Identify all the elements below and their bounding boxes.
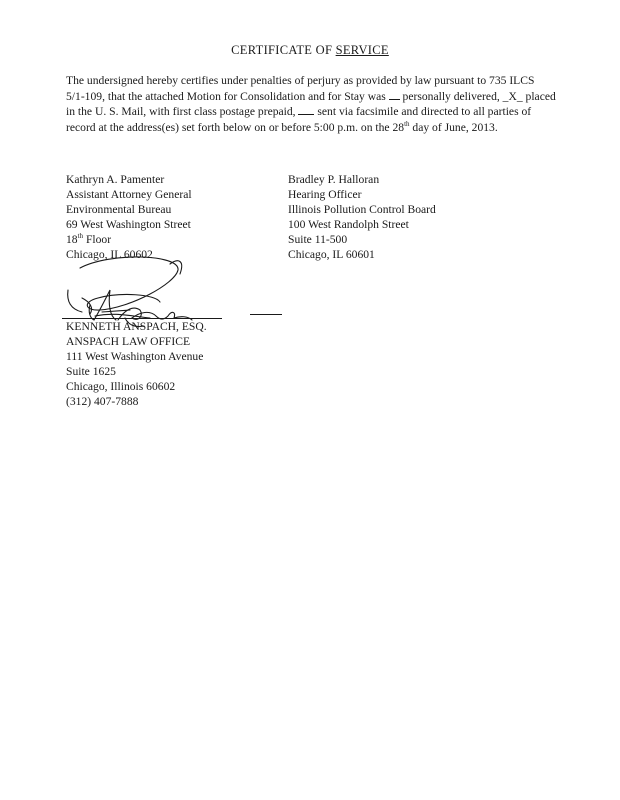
right-org: Illinois Pollution Control Board xyxy=(288,203,436,216)
left-bureau: Environmental Bureau xyxy=(66,203,172,216)
signer-block xyxy=(66,319,207,409)
title-text: CERTIFICATE OF xyxy=(231,43,336,57)
right-title: Hearing Officer xyxy=(288,188,362,201)
title-underlined-text: SERVICE xyxy=(335,43,389,57)
signer-suite: Suite 1625 xyxy=(66,365,116,378)
right-street: 100 West Randolph Street xyxy=(288,218,409,231)
paragraph-text-4: sent via facsimile and directed to all parties of record at the address(es) set forth below on or before 5:00 p.m. on the 28 xyxy=(66,105,532,134)
signature-line-short xyxy=(250,314,282,315)
floor-word: Floor xyxy=(83,233,112,246)
certification-paragraph xyxy=(66,73,556,135)
signer-phone: (312) 407-7888 xyxy=(66,395,139,408)
left-address-block xyxy=(66,172,192,262)
left-floor xyxy=(66,232,192,247)
floor-ordinal: th xyxy=(77,232,84,241)
date-ordinal: th xyxy=(404,119,410,128)
paragraph-text-3: placed in the U. S. Mail, with first class postage prepaid, xyxy=(66,89,556,118)
left-street: 69 West Washington Street xyxy=(66,218,191,231)
right-name: Bradley P. Halloran xyxy=(288,173,380,186)
signer-firm: ANSPACH LAW OFFICE xyxy=(66,335,191,348)
left-name: Kathryn A. Pamenter xyxy=(66,173,165,186)
signer-street: 111 West Washington Avenue xyxy=(66,350,204,363)
left-city: Chicago, IL 60602 xyxy=(66,248,153,261)
right-city: Chicago, IL 60601 xyxy=(288,248,375,261)
left-title: Assistant Attorney General xyxy=(66,188,192,201)
personal-delivery-blank xyxy=(389,90,400,100)
paragraph-text-2: personally delivered, xyxy=(399,89,503,103)
signer-city: Chicago, Illinois 60602 xyxy=(66,380,176,393)
paragraph-text-1: The undersigned hereby certifies under penalties of perjury as provided by law pursuant to 735 ILCS 5/1-109, that the attached Motion for Consolidation and for Stay was xyxy=(66,74,535,103)
signer-name: KENNETH ANSPACH, ESQ. xyxy=(66,320,207,333)
document-title xyxy=(0,43,620,58)
right-suite: Suite 11-500 xyxy=(288,233,348,246)
right-address-block xyxy=(288,172,436,262)
facsimile-blank xyxy=(298,105,314,115)
floor-number: 18 xyxy=(66,233,78,246)
paragraph-text-5: day of June, 2013. xyxy=(409,120,498,134)
mail-checkmark: _X_ xyxy=(502,89,523,103)
